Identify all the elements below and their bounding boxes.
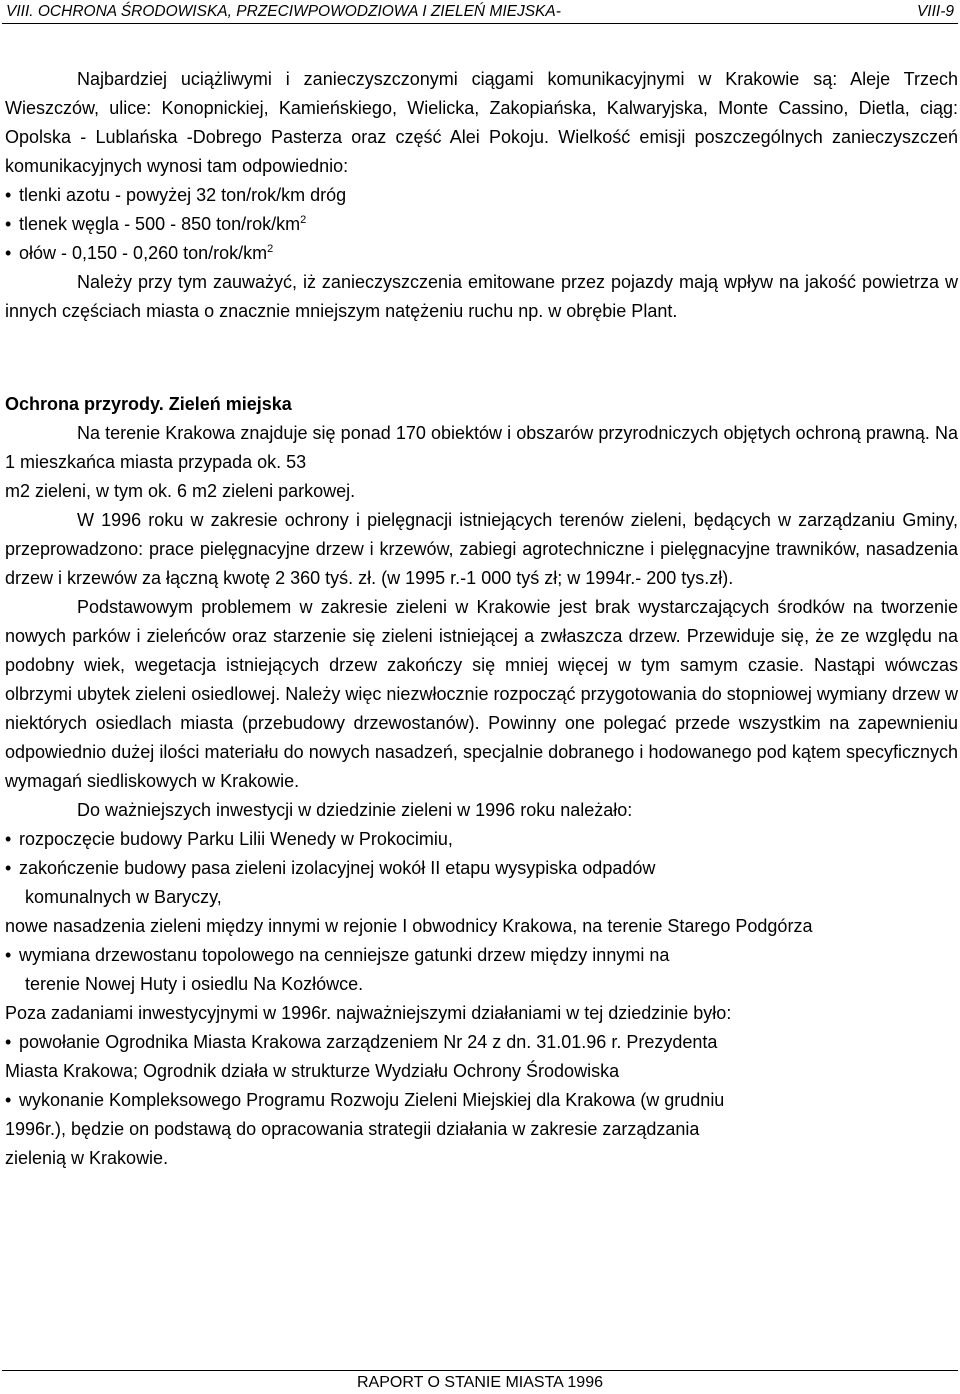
list-item-text: • powołanie Ogrodnika Miasta Krakowa zarządzeniem Nr 24 z dn. 31.01.96 r. Prezydenta — [19, 1032, 718, 1052]
list-item-text: tlenek węgla - 500 - 850 ton/rok/km — [19, 214, 301, 234]
investments-intro: Do ważniejszych inwestycji w dziedzinie zieleni w 1996 roku należało: — [77, 800, 633, 820]
superscript: 2 — [300, 214, 307, 226]
activities-continuation: Miasta Krakowa; Ogrodnik działa w strukturze Wydziału Ochrony Środowiska — [5, 1061, 620, 1081]
intro-paragraph: Najbardziej uciążliwymi i zanieczyszczonymi ciągami komunikacyjnymi w Krakowie są: Aleje Trzech Wieszczów, ulice: Konopnickiej, Kamieńskiego, Wielicka, Zakopiańska, Kalwaryjska, Monte Cassino, Dietla, ciąg: Opolska - Lublańska -Dobrego Pasterza oraz część Alei Pokoju. Wielkość emisji poszczególnych zanieczyszczeń komunikacyjnych wynosi tam odpowiednio: — [5, 69, 958, 176]
list-item — [5, 825, 958, 854]
list-item-text: • wymiana drzewostanu topolowego na cenniejsze gatunki drzew między innymi na — [19, 945, 670, 965]
activities-list-continued — [5, 1086, 958, 1115]
page-body — [5, 65, 958, 1173]
list-item — [5, 1086, 958, 1115]
header-chapter-title: VIII. OCHRONA ŚRODOWISKA, PRZECIWPOWODZIOWA I ZIELEŃ MIEJSKA- — [6, 3, 561, 20]
header-page-number: VIII-9 — [916, 3, 954, 20]
intro-note-paragraph: Należy przy tym zauważyć, iż zanieczyszczenia emitowane przez pojazdy mają wpływ na jakość powietrza w innych częściach miasta o znacznie mniejszym natężeniu ruchu np. w obrębie Plant. — [5, 272, 958, 321]
list-item — [5, 1028, 958, 1057]
list-item-text: ołów - 0,150 - 0,260 ton/rok/km — [19, 243, 268, 263]
list-item-text: • zakończenie budowy pasa zieleni izolacyjnej wokół II etapu wysypiska odpadów — [19, 858, 656, 878]
greenery-per-capita-line: m2 zieleni, w tym ok. 6 m2 zieleni parkowej. — [5, 481, 356, 501]
activities-continuation: 1996r.), będzie on podstawą do opracowania strategii działania w zakresie zarządzania — [5, 1119, 700, 1139]
page-footer: RAPORT O STANIE MIASTA 1996 — [356, 1374, 603, 1391]
investments-list-continued — [5, 941, 958, 999]
list-item-text: tlenki azotu - powyżej 32 ton/rok/km dróg — [19, 185, 347, 205]
activities-intro: Poza zadaniami inwestycyjnymi w 1996r. najważniejszymi działaniami w tej dziedzinie było: — [5, 1003, 732, 1023]
activities-continuation: zielenią w Krakowie. — [5, 1148, 169, 1168]
protected-areas-paragraph: Na terenie Krakowa znajduje się ponad 170 obiektów i obszarów przyrodniczych objętych ochroną prawną. Na 1 mieszkańca miasta przypada ok. 53 — [5, 423, 958, 472]
list-item-text: • wykonanie Kompleksowego Programu Rozwoju Zieleni Miejskiej dla Krakowa (w grudniu — [19, 1090, 725, 1110]
list-item — [5, 239, 958, 268]
problem-paragraph: Podstawowym problemem w zakresie zieleni w Krakowie jest brak wystarczających środków na tworzenie nowych parków i zieleńców oraz starzenie się zieleni istniejącej a zwłaszcza drzew. Przewiduje się, że ze względu na podobny wiek, wegetacja istniejących drzew zakończy się mniej więcej w tym samym czasie. Nastąpi wówczas olbrzymi ubytek zieleni osiedlowej. Należy więc niezwłocznie rozpocząć przygotowania do stopniowej wymiany drzew w niektórych osiedlach miasta (przebudowy drzewostanów). Powinny one polegać przede wszystkim na zapewnieniu odpowiednio dużej ilości materiału do nowych nasadzeń, specjalnie dobranego i hodowanego pod kątem specyficznych wymagań siedliskowych w Krakowie. — [5, 597, 958, 791]
list-item-text: rozpoczęcie budowy Parku Lilii Wenedy w Prokocimiu, — [19, 829, 453, 849]
list-item — [5, 210, 958, 239]
list-item — [5, 941, 958, 999]
section-heading: Ochrona przyrody. Zieleń miejska — [5, 394, 292, 414]
list-item — [5, 854, 958, 912]
list-item — [5, 181, 958, 210]
list-item-continuation: terenie Nowej Huty i osiedlu Na Kozłówce. — [25, 974, 364, 994]
investments-list — [5, 825, 958, 912]
header-divider — [2, 23, 958, 24]
superscript: 2 — [267, 243, 274, 255]
emission-list — [5, 181, 958, 268]
footer-divider — [2, 1370, 958, 1371]
maintenance-paragraph: W 1996 roku w zakresie ochrony i pielęgnacji istniejących terenów zieleni, będących w zarządzaniu Gminy, przeprowadzono: prace pielęgnacyjne drzew i krzewów, zabiegi agrotechniczne i pielęgnacyjne trawników, nasadzenia drzew i krzewów za łączną kwotę 2 360 tyś. zł. (w 1995 r.-1 000 tyś zł; w 1994r.- 200 tys.zł). — [5, 510, 958, 588]
list-item-continuation: komunalnych w Baryczy, — [25, 887, 222, 907]
activities-list — [5, 1028, 958, 1057]
plantings-line: nowe nasadzenia zieleni między innymi w rejonie I obwodnicy Krakowa, na terenie Starego Podgórza — [5, 916, 813, 936]
page-header — [0, 0, 960, 24]
